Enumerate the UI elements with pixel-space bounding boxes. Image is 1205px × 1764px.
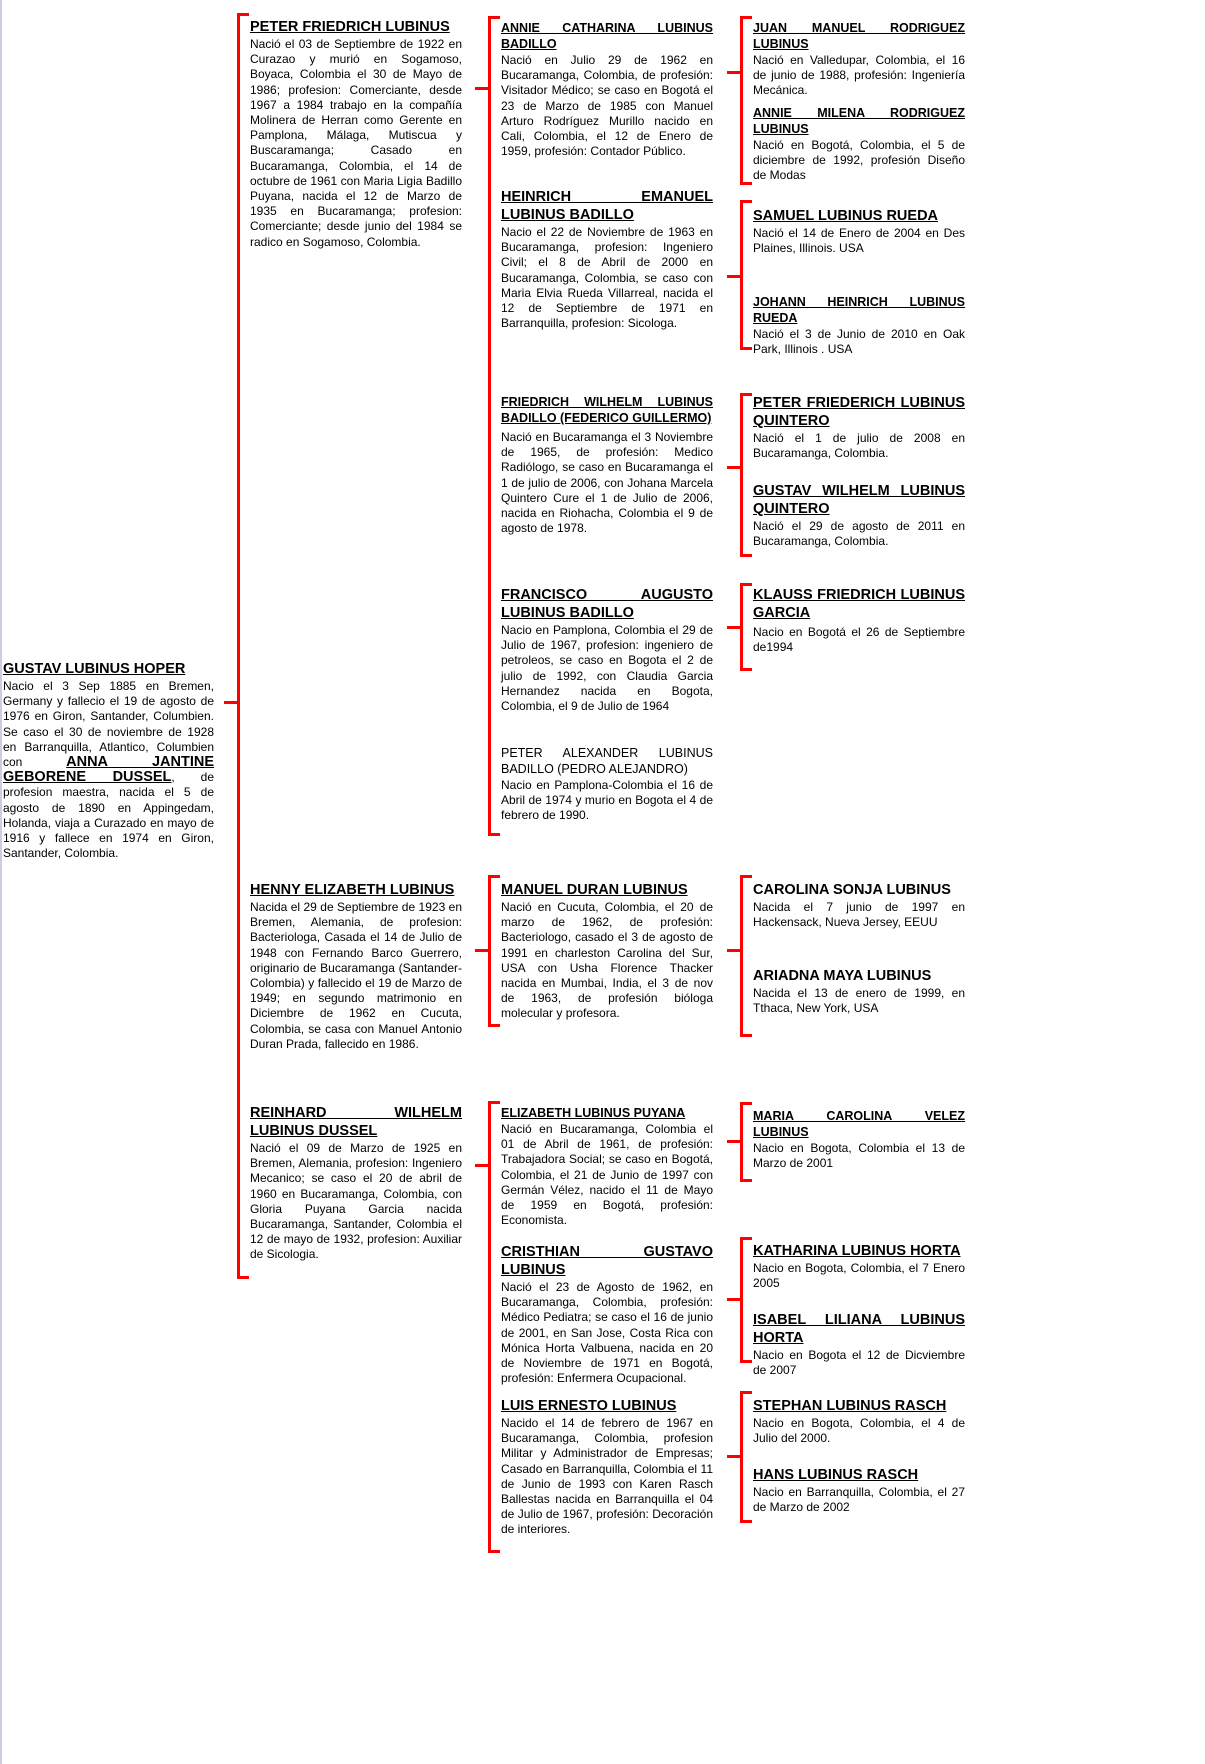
person-maria-carolina xyxy=(753,1108,965,1171)
person-samuel xyxy=(753,207,965,256)
person-bio: Nació en Bucaramanga, Colombia el 01 de Abril de 1961, de profesión: Trabajadora Social; se caso en Bogotá, Colombia, el 21 de Junio de 1997 con Germán Vélez, nacido el 11 de Mayo de 1959 en Bogotá, profesión: Economista. xyxy=(501,1122,713,1228)
person-cristhian-gustavo xyxy=(501,1243,713,1386)
bio-text: , de profesion maestra, nacida el 5 de agosto de 1890 en Appingedam, Holanda, viaja a Curazado en mayo de 1916 y fallece en 1974 en Giron, Santander, Colombia. xyxy=(3,770,214,861)
person-carolina-sonja xyxy=(753,881,965,930)
person-name: STEPHAN LUBINUS RASCH xyxy=(753,1398,947,1414)
person-bio: Nacio el 22 de Noviembre de 1963 en Bucaramanga, profesion: Ingeniero Civil; el 8 de Abril de 2000 en Bucaramanga, Colombia, se caso con Maria Elvia Rueda Villarreal, nacida el 12 de Septiembre de 1971 en Barranquilla, profesion: Sicologa. xyxy=(501,225,713,331)
person-name: FRANCISCO AUGUSTO LUBINUS BADILLO xyxy=(501,587,713,621)
bracket-peter-children xyxy=(488,16,500,836)
person-henny-elizabeth-lubinus xyxy=(250,881,462,1052)
person-francisco-augusto xyxy=(501,586,713,714)
bio-text: Nacio el 3 Sep 1885 en Bremen, Germany y fallecio el 19 de agosto de 1976 en Giron, Santander, Columbien. Se caso el 30 de noviembre de 1928 en Barranquilla, Atlantico, Columbien con xyxy=(3,679,214,770)
person-name: LUIS ERNESTO LUBINUS xyxy=(501,1398,677,1414)
person-name: ARIADNA MAYA LUBINUS xyxy=(753,968,932,984)
person-bio: Nacio en Bogota, Colombia, el 4 de Julio del 2000. xyxy=(753,1416,965,1446)
person-bio: Nacio en Bogotá el 26 de Septiembre de1994 xyxy=(753,625,965,655)
person-name: JUAN MANUEL RODRIGUEZ LUBINUS xyxy=(753,21,965,51)
person-katharina xyxy=(753,1242,965,1291)
person-name: MARIA CAROLINA VELEZ LUBINUS xyxy=(753,1109,965,1139)
person-reinhard-wilhelm-lubinus-dussel xyxy=(250,1104,462,1263)
person-name: HENNY ELIZABETH LUBINUS xyxy=(250,882,455,898)
person-elizabeth-lubinus-puyana xyxy=(501,1105,713,1228)
person-juan-manuel xyxy=(753,20,965,99)
person-name: GUSTAV LUBINUS HOPER xyxy=(3,661,186,677)
person-peter-friedrich-lubinus xyxy=(250,18,462,250)
bracket-friedrich-children xyxy=(740,393,752,557)
person-bio: Nació en Bogotá, Colombia, el 5 de diciembre de 1992, profesión Diseño de Modas xyxy=(753,138,965,183)
person-name: MANUEL DURAN LUBINUS xyxy=(501,882,688,898)
person-bio xyxy=(3,679,214,861)
person-name: CRISTHIAN GUSTAVO LUBINUS xyxy=(501,1244,713,1278)
person-ariadna-maya xyxy=(753,967,965,1016)
person-bio: Nació en Bucaramanga el 3 Noviembre de 1965, de profesión: Medico Radiólogo, se caso en Bucaramanga el 1 de julio de 2006, con Johana Marcela Quintero Cure el 1 de Julio de 2006, nacida en Riohacha, Colombia el 9 de agosto de 1978. xyxy=(501,430,713,536)
person-bio: Nació el 03 de Septiembre de 1922 en Curazao y murió en Sogamoso, Boyaca, Colombia el 30 de Mayo de 1986; profesion: Comerciante, desde 1967 a 1984 trabajo en la compañía Molinera de Herran como Gerente en Pamplona, Málaga, Mutiscua y Buscaramanga; Casado en Bucaramanga, Colombia, el 14 de octubre de 1961 con Maria Ligia Badillo Puyana, nacida el 12 de Marzo de 1935 en Bucaramanga; profesion: Comerciante; desde junio del 1984 se radico en Sogamoso, Colombia. xyxy=(250,37,462,249)
person-heinrich-emanuel xyxy=(501,188,713,331)
person-name: ANNIE MILENA RODRIGUEZ LUBINUS xyxy=(753,106,965,136)
person-bio: Nacido el 14 de febrero de 1967 en Bucaramanga, Colombia, profesion Militar y Administrador de Empresas; Casado en Barranquilla, Colombia el 11 de Junio de 1993 con Karen Rasch Ballestas nacida en Barranquilla el 04 de Julio de 1967, profesión: Decoración de interiores. xyxy=(501,1416,713,1537)
person-bio: Nació el 09 de Marzo de 1925 en Bremen, Alemania, profesion: Ingeniero Mecanico; se caso el 20 de abril de 1960 en Bucaramanga, Colombia, con Gloria Puyana Garcia nacida Bucaramanga, Santander, Colombia el 12 de mayo de 1932, profesion: Auxiliar de Sicologia. xyxy=(250,1141,462,1262)
person-bio: Nació el 14 de Enero de 2004 en Des Plaines, Illinois. USA xyxy=(753,226,965,256)
person-peter-alexander xyxy=(501,745,713,824)
bracket-gen1 xyxy=(237,13,249,1279)
person-friedrich-wilhelm xyxy=(501,394,713,536)
person-name: ANNIE CATHARINA LUBINUS BADILLO xyxy=(501,21,713,51)
person-bio: Nació el 1 de julio de 2008 en Bucaramanga, Colombia. xyxy=(753,431,965,461)
person-name: KLAUSS FRIEDRICH LUBINUS GARCIA xyxy=(753,587,965,621)
person-peter-friederich xyxy=(753,394,965,461)
person-name: PETER FRIEDERICH LUBINUS QUINTERO xyxy=(753,395,965,429)
person-name: PETER ALEXANDER LUBINUS BADILLO (PEDRO ALEJANDRO) xyxy=(501,746,713,776)
person-bio: Nació el 3 de Junio de 2010 en Oak Park, Illinois . USA xyxy=(753,327,965,357)
bracket-annie-children xyxy=(740,16,752,185)
person-stephan xyxy=(753,1397,965,1446)
person-name: HEINRICH EMANUEL LUBINUS BADILLO xyxy=(501,189,713,223)
person-bio: Nacio en Bogota, Colombia, el 7 Enero 2005 xyxy=(753,1261,965,1291)
bracket-cristhian-children xyxy=(740,1237,752,1363)
person-johann-heinrich xyxy=(753,294,965,357)
person-gustav-lubinus-hoper xyxy=(3,660,214,861)
person-bio: Nació en Cucuta, Colombia, el 20 de marzo de 1962, de profesión: Bacteriologo, casado el 3 de agosto de 1991 en charleston Carolina del Sur, USA con Usha Florence Thacker nacida en Mumbai, India, el 3 de nov de 1963, de profesión bióloga molecular y profesora. xyxy=(501,900,713,1021)
person-manuel-duran xyxy=(501,881,713,1022)
person-bio: Nació en Valledupar, Colombia, el 16 de junio de 1988, profesión: Ingeniería Mecánica. xyxy=(753,53,965,98)
person-name: FRIEDRICH WILHELM LUBINUS BADILLO (FEDERICO GUILLERMO) xyxy=(501,395,713,425)
person-name: HANS LUBINUS RASCH xyxy=(753,1467,919,1483)
bracket-elizabeth-children xyxy=(740,1102,752,1182)
person-name: CAROLINA SONJA LUBINUS xyxy=(753,882,951,898)
spouse-name: ANNA JANTINE GEBORENE DUSSEL xyxy=(3,754,214,786)
person-annie-catharina xyxy=(501,20,713,159)
person-klauss-friedrich xyxy=(753,586,965,655)
person-bio: Nacida el 13 de enero de 1999, en Tthaca, New York, USA xyxy=(753,986,965,1016)
person-bio: Nació en Julio 29 de 1962 en Bucaramanga, Colombia, de profesión: Visitador Médico; se caso en Bogotá el 23 de Marzo de 1985 con Manuel Arturo Rodríguez Murillo nacido en Cali, Colombia, el 12 de Enero de 1959, profesión: Contador Público. xyxy=(501,53,713,159)
person-name: REINHARD WILHELM LUBINUS DUSSEL xyxy=(250,1105,462,1139)
person-isabel-liliana xyxy=(753,1311,965,1378)
person-bio: Nacio en Pamplona, Colombia el 29 de Julio de 1967, profesion: ingeniero de petroleos, se caso en Bogota el 2 de julio de 1992, con Claudia Garcia Hernandez nacida en Bogota, Colombia, el 9 de Julio de 1964 xyxy=(501,623,713,714)
person-bio: Nacida el 7 junio de 1997 en Hackensack, Nueva Jersey, EEUU xyxy=(753,900,965,930)
person-bio: Nació el 29 de agosto de 2011 en Bucaramanga, Colombia. xyxy=(753,519,965,549)
person-name: ELIZABETH LUBINUS PUYANA xyxy=(501,1106,686,1120)
person-name: ISABEL LILIANA LUBINUS HORTA xyxy=(753,1312,965,1346)
bracket-henny-children xyxy=(488,875,500,1027)
person-bio: Nacio en Bogota, Colombia el 13 de Marzo de 2001 xyxy=(753,1141,965,1171)
person-name: KATHARINA LUBINUS HORTA xyxy=(753,1243,961,1259)
bracket-francisco-children xyxy=(740,583,752,671)
person-bio: Nacida el 29 de Septiembre de 1923 en Bremen, Alemania, de profesion: Bacteriologa, Casada el 14 de Julio de 1948 con Fernando Barco Guerrero, originario de Bucaramanga (Santander-Colombia) y fallecido el 19 de Marzo de 1949; en segundo matrimonio en Diciembre de 1962 en Cucuta, Colombia, se casa con Manuel Antonio Duran Prada, fallecido en 1986. xyxy=(250,900,462,1051)
bracket-heinrich-children xyxy=(740,200,752,350)
person-luis-ernesto xyxy=(501,1397,713,1538)
page-edge xyxy=(0,0,2,1764)
person-bio: Nació el 23 de Agosto de 1962, en Bucaramanga, Colombia, profesión: Médico Pediatra; se caso el 16 de junio de 2001, en San Jose, Costa Rica con Mónica Horta Valbuena, nacida en 20 de Noviembre de 1971 en Bogotá, profesión: Enfermera Ocupacional. xyxy=(501,1280,713,1386)
person-hans xyxy=(753,1466,965,1515)
bracket-luis-children xyxy=(740,1391,752,1523)
bracket-reinhard-children xyxy=(488,1101,500,1553)
bracket-manuel-children xyxy=(740,875,752,1037)
person-bio: Nacio en Barranquilla, Colombia, el 27 de Marzo de 2002 xyxy=(753,1485,965,1515)
person-gustav-wilhelm xyxy=(753,482,965,549)
person-name: PETER FRIEDRICH LUBINUS xyxy=(250,19,450,35)
person-annie-milena xyxy=(753,105,965,184)
person-name: SAMUEL LUBINUS RUEDA xyxy=(753,208,939,224)
person-bio: Nacio en Pamplona-Colombia el 16 de Abril de 1974 y murio en Bogota el 4 de febrero de 1990. xyxy=(501,778,713,823)
person-name: GUSTAV WILHELM LUBINUS QUINTERO xyxy=(753,483,965,517)
person-bio: Nacio en Bogota el 12 de Dicviembre de 2007 xyxy=(753,1348,965,1378)
person-name: JOHANN HEINRICH LUBINUS RUEDA xyxy=(753,295,965,325)
